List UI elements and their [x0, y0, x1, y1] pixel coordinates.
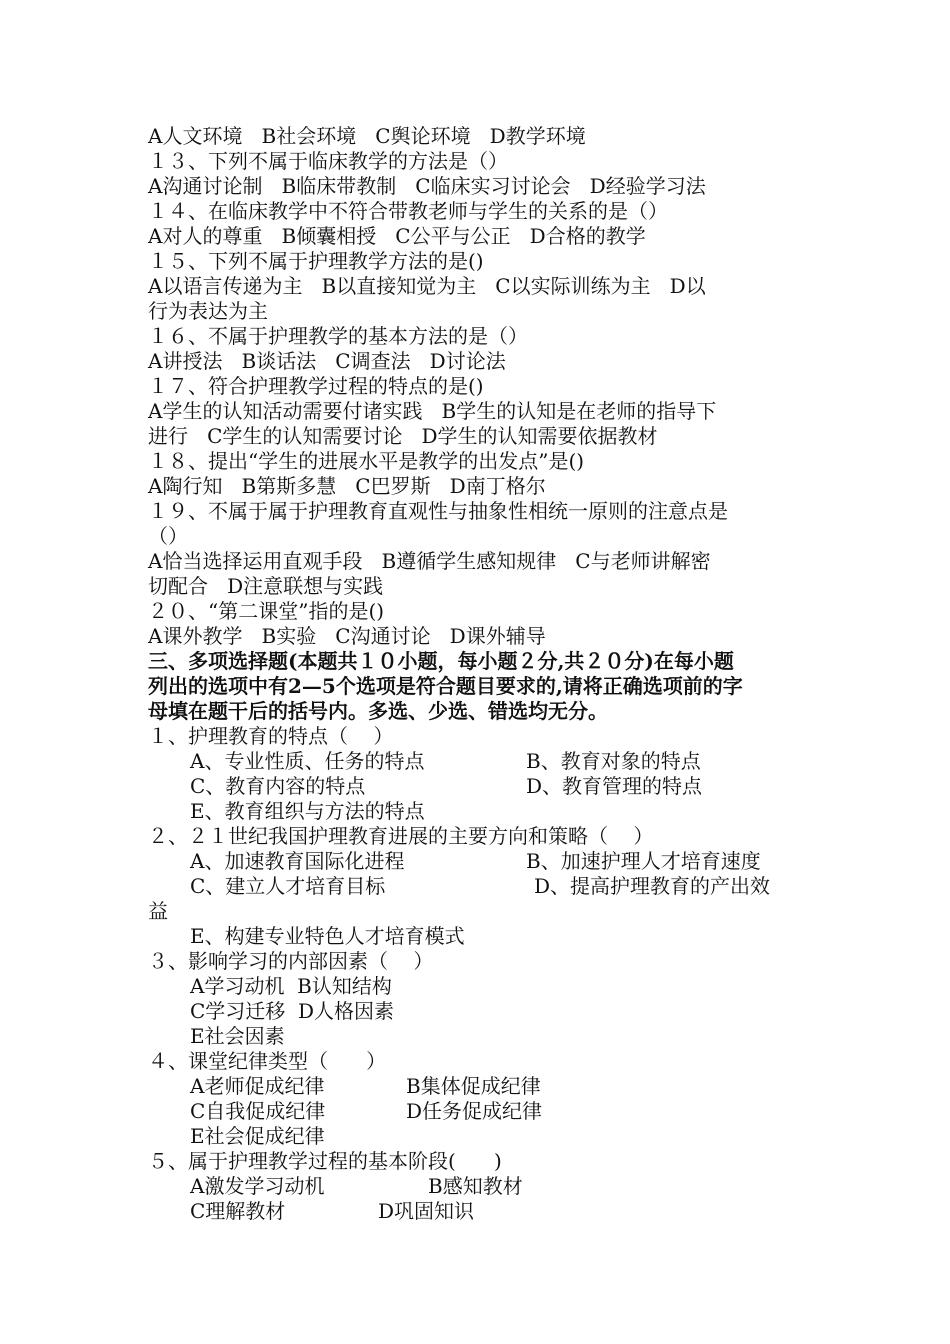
option-b: B感知教材 [428, 1174, 523, 1198]
text-line: 进行 C学生的认知需要讨论 D学生的认知需要依据教材 [148, 424, 658, 448]
option-row [148, 749, 808, 774]
option-c: C、建立人才培育目标 [190, 874, 386, 898]
option-row [148, 849, 808, 874]
option-row [148, 1099, 808, 1124]
option-row-cd: C学习迁移 D人格因素 [190, 999, 395, 1023]
mc-question-2: ２、２１世纪我国护理教育进展的主要方向和策略（ ） [148, 824, 654, 848]
option-row [148, 874, 808, 899]
option-e: E、构建专业特色人才培育模式 [190, 924, 465, 948]
text-line: A人文环境 B社会环境 C舆论环境 D教学环境 [148, 124, 586, 148]
text-line: （） [148, 524, 188, 548]
section-heading: 母填在题干后的括号内。多选、少选、错选均无分。 [148, 699, 608, 723]
text-line: A以语言传递为主 B以直接知觉为主 C以实际训练为主 D以 [148, 274, 706, 298]
question-15: １５、下列不属于护理教学方法的是() [148, 249, 484, 273]
option-b: B、教育对象的特点 [526, 749, 701, 773]
option-d: D任务促成纪律 [406, 1099, 543, 1123]
option-c: C理解教材 [190, 1199, 286, 1223]
document-content [148, 124, 808, 1224]
option-row-ab: A学习动机 B认知结构 [190, 974, 392, 998]
option-d: D巩固知识 [378, 1199, 475, 1223]
text-line: A恰当选择运用直观手段 B遵循学生感知规律 C与老师讲解密 [148, 549, 711, 573]
option-e: E社会促成纪律 [190, 1124, 325, 1148]
option-b: B、加速护理人才培育速度 [526, 849, 761, 873]
question-20: ２０、“第二课堂”指的是() [148, 599, 385, 623]
option-a: A、加速教育国际化进程 [190, 849, 405, 873]
option-row [148, 774, 808, 799]
section-heading: 列出的选项中有2—5个选项是符合题目要求的,请将正确选项前的字 [148, 674, 743, 698]
text-line: A讲授法 B谈话法 C调查法 D讨论法 [148, 349, 506, 373]
question-17: １７、符合护理教学过程的特点的是() [148, 374, 484, 398]
option-d: D、教育管理的特点 [526, 774, 703, 798]
option-row [148, 1074, 808, 1099]
option-row [148, 1199, 808, 1224]
option-row [148, 1174, 808, 1199]
option-d-continued: 益 [148, 899, 168, 923]
mc-question-4: ４、课堂纪律类型（ ） [148, 1049, 387, 1073]
text-line: 切配合 D注意联想与实践 [148, 574, 384, 598]
text-line: A陶行知 B第斯多慧 C巴罗斯 D南丁格尔 [148, 474, 546, 498]
mc-question-5: ５、属于护理教学过程的基本阶段( ) [148, 1149, 502, 1173]
option-c: C、教育内容的特点 [190, 774, 366, 798]
question-13: １３、下列不属于临床教学的方法是（） [148, 149, 508, 173]
text-line: A学生的认知活动需要付诸实践 B学生的认知是在老师的指导下 [148, 399, 717, 423]
option-e: E、教育组织与方法的特点 [190, 799, 425, 823]
option-e: E社会因素 [190, 1024, 285, 1048]
option-c: C自我促成纪律 [190, 1099, 326, 1123]
mc-question-1: １、护理教育的特点（ ） [148, 724, 394, 748]
mc-question-3: ３、影响学习的内部因素（ ） [148, 949, 434, 973]
option-a: A、专业性质、任务的特点 [190, 749, 425, 773]
option-d: D、提高护理教育的产出效 [534, 874, 771, 898]
question-18: １８、提出“学生的进展水平是教学的出发点”是() [148, 449, 585, 473]
option-a: A激发学习动机 [190, 1174, 325, 1198]
text-line: A课外教学 B实验 C沟通讨论 D课外辅导 [148, 624, 546, 648]
text-line: 行为表达为主 [148, 299, 268, 323]
text-line: A沟通讨论制 B临床带教制 C临床实习讨论会 D经验学习法 [148, 174, 706, 198]
option-a: A老师促成纪律 [190, 1074, 325, 1098]
section-heading: 三、多项选择题(本题共１０小题，每小题２分,共２０分)在每小题 [148, 649, 734, 673]
option-b: B集体促成纪律 [406, 1074, 541, 1098]
text-line: A对人的尊重 B倾囊相授 C公平与公正 D合格的教学 [148, 224, 646, 248]
question-16: １６、不属于护理教学的基本方法的是（） [148, 324, 528, 348]
question-19: １９、不属于属于护理教育直观性与抽象性相统一原则的注意点是 [148, 499, 728, 523]
question-14: １４、在临床教学中不符合带教老师与学生的关系的是（） [148, 199, 668, 223]
